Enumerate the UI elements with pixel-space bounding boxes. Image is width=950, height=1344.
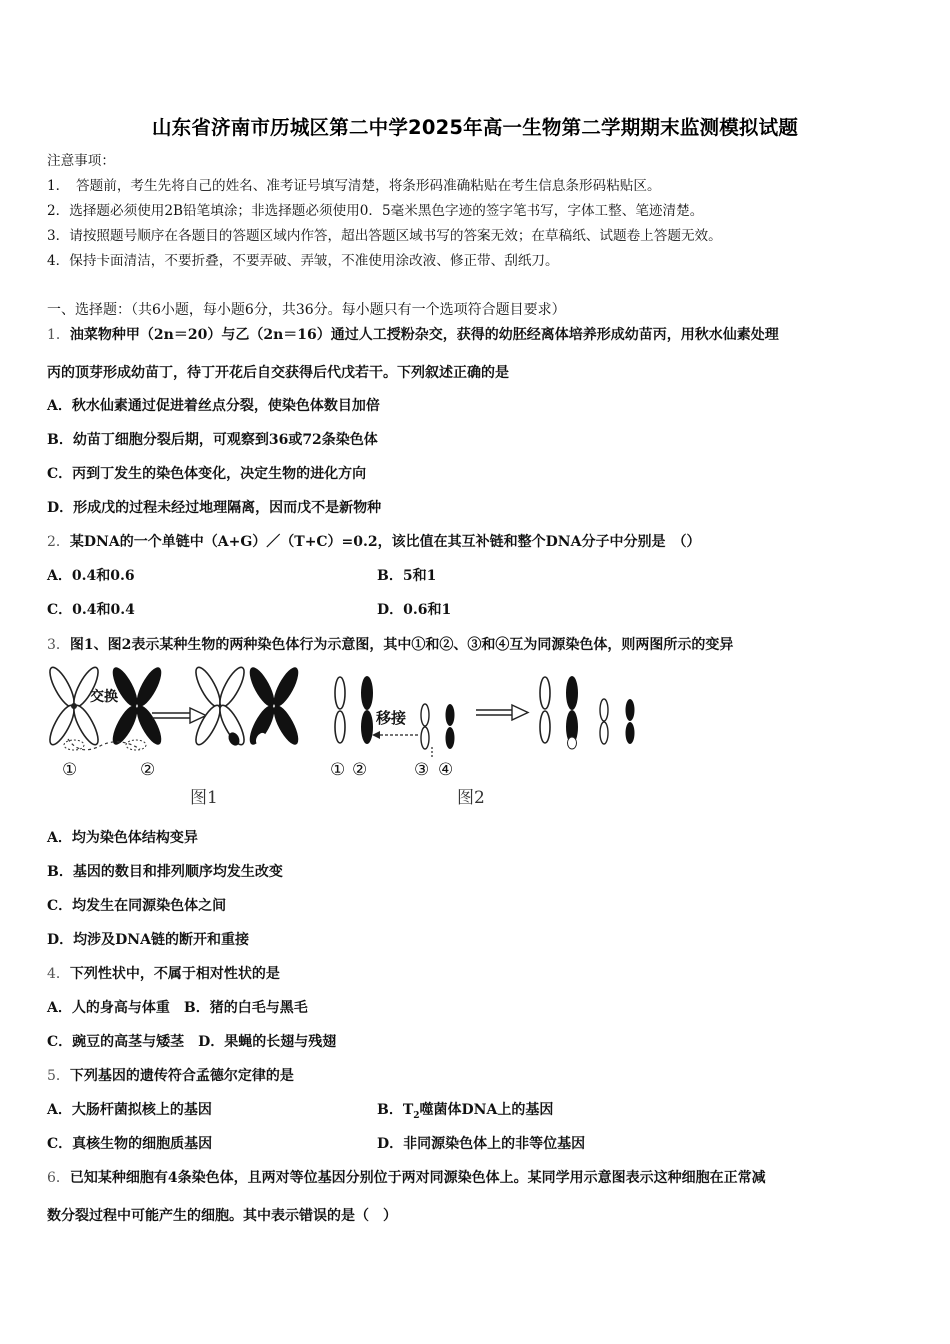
- option-b: B．5和1: [377, 568, 437, 584]
- option-a: A．均为染色体结构变异: [47, 830, 198, 846]
- mark-2: ②: [352, 760, 368, 780]
- option-b: B．基因的数目和排列顺序均发生改变: [47, 864, 283, 880]
- mark-4: ④: [438, 760, 454, 780]
- option-b-subscript: 2: [413, 1110, 420, 1121]
- options-row: [47, 601, 747, 619]
- exchange-label: 交换: [90, 689, 118, 705]
- question-6-stem: [47, 1169, 766, 1187]
- option-c: C．均发生在同源染色体之间: [47, 898, 227, 914]
- question-1-stem-cont: 丙的顶芽形成幼苗丁，待丁开花后自交获得后代戊若干。下列叙述正确的是: [47, 365, 509, 381]
- figure-2: [330, 676, 635, 808]
- question-2-stem: [47, 533, 700, 551]
- notice-item: 1． 答题前，考生先将自己的姓名、准考证号填写清楚，将条形码准确粘贴在考生信息条形码粘贴区。: [47, 178, 661, 194]
- figure-1: [45, 665, 302, 808]
- question-text: 下列基因的遗传符合孟德尔定律的是: [69, 1068, 294, 1084]
- option-c: C．0.4和0.4: [47, 602, 135, 618]
- figure-2-label: 图2: [457, 788, 485, 808]
- notice-heading: 注意事项：: [47, 153, 115, 169]
- question-number: 4．: [47, 966, 70, 982]
- question-6-stem-cont: 数分裂过程中可能产生的细胞。其中表示错误的是（ ）: [47, 1208, 397, 1224]
- translocation-label: 移接: [376, 709, 407, 727]
- option-b: [377, 1101, 553, 1119]
- question-text: 已知某种细胞有4条染色体，且两对等位基因分别位于两对同源染色体上。某同学用示意图表示这种细胞在正常减: [69, 1170, 766, 1186]
- question-text: 某DNA的一个单链中（A+G）／（T+C）=0.2，该比值在其互补链和整个DNA分子中分别是 （）: [69, 534, 701, 550]
- question-number: 1．: [47, 327, 70, 343]
- notice-item: 3．请按照题号顺序在各题目的答题区域内作答，超出答题区域书写的答案无效；在草稿纸、试题卷上答题无效。: [47, 228, 722, 244]
- option-b-prefix: B．T: [377, 1102, 414, 1118]
- question-1-stem: [47, 326, 779, 344]
- option-a: A．秋水仙素通过促进着丝点分裂，使染色体数目加倍: [47, 398, 380, 414]
- question-text: 下列性状中，不属于相对性状的是: [69, 966, 280, 982]
- options-row: C．豌豆的高茎与矮茎 D．果蝇的长翅与残翅: [47, 1034, 337, 1050]
- page-title: 山东省济南市历城区第二中学2025年高一生物第二学期期末监测模拟试题: [151, 116, 799, 139]
- mark-1: ①: [62, 760, 78, 780]
- option-d: D．非同源染色体上的非等位基因: [377, 1136, 586, 1152]
- options-row: A．人的身高与体重 B．猪的白毛与黑毛: [47, 1000, 308, 1016]
- question-4-stem: [47, 965, 280, 983]
- option-d: D．均涉及DNA链的断开和重接: [47, 932, 249, 948]
- option-a: A．0.4和0.6: [47, 568, 135, 584]
- mark-2: ②: [140, 760, 156, 780]
- mark-1: ①: [330, 760, 346, 780]
- option-a: A．大肠杆菌拟核上的基因: [47, 1102, 212, 1118]
- options-row: [47, 1101, 747, 1119]
- question-number: 5．: [47, 1068, 70, 1084]
- options-row: [47, 1135, 747, 1153]
- question-text: 油菜物种甲（2n＝20）与乙（2n＝16）通过人工授粉杂交，获得的幼胚经离体培养形成幼苗丙，用秋水仙素处理: [69, 327, 779, 343]
- question-5-stem: [47, 1067, 294, 1085]
- notice-item: 4．保持卡面清洁，不要折叠，不要弄破、弄皱，不准使用涂改液、修正带、刮纸刀。: [47, 253, 559, 269]
- question-number: 3．: [47, 637, 70, 653]
- notice-item: 2．选择题必须使用2B铅笔填涂；非选择题必须使用0．5毫米黑色字迹的签字笔书写，字体工整、笔迹清楚。: [47, 203, 704, 219]
- option-b: B．幼苗丁细胞分裂后期，可观察到36或72条染色体: [47, 432, 378, 448]
- figure-1-label: 图1: [190, 788, 218, 808]
- option-c: C．真核生物的细胞质基因: [47, 1136, 213, 1152]
- section-heading: 一、选择题：（共6小题，每小题6分，共36分。每小题只有一个选项符合题目要求）: [47, 302, 566, 318]
- question-text: 图1、图2表示某种生物的两种染色体行为示意图，其中①和②、③和④互为同源染色体，则两图所示的变异: [69, 637, 734, 653]
- mark-3: ③: [414, 760, 430, 780]
- question-number: 6．: [47, 1170, 70, 1186]
- chromosome-figure: [40, 665, 650, 815]
- question-3-stem: [47, 636, 733, 654]
- question-number: 2．: [47, 534, 70, 550]
- option-b-suffix: 噬菌体DNA上的基因: [419, 1102, 554, 1118]
- option-d: D．形成戊的过程未经过地理隔离，因而戊不是新物种: [47, 500, 382, 516]
- option-c: C．丙到丁发生的染色体变化，决定生物的进化方向: [47, 466, 367, 482]
- options-row: [47, 567, 747, 585]
- option-d: D．0.6和1: [377, 602, 452, 618]
